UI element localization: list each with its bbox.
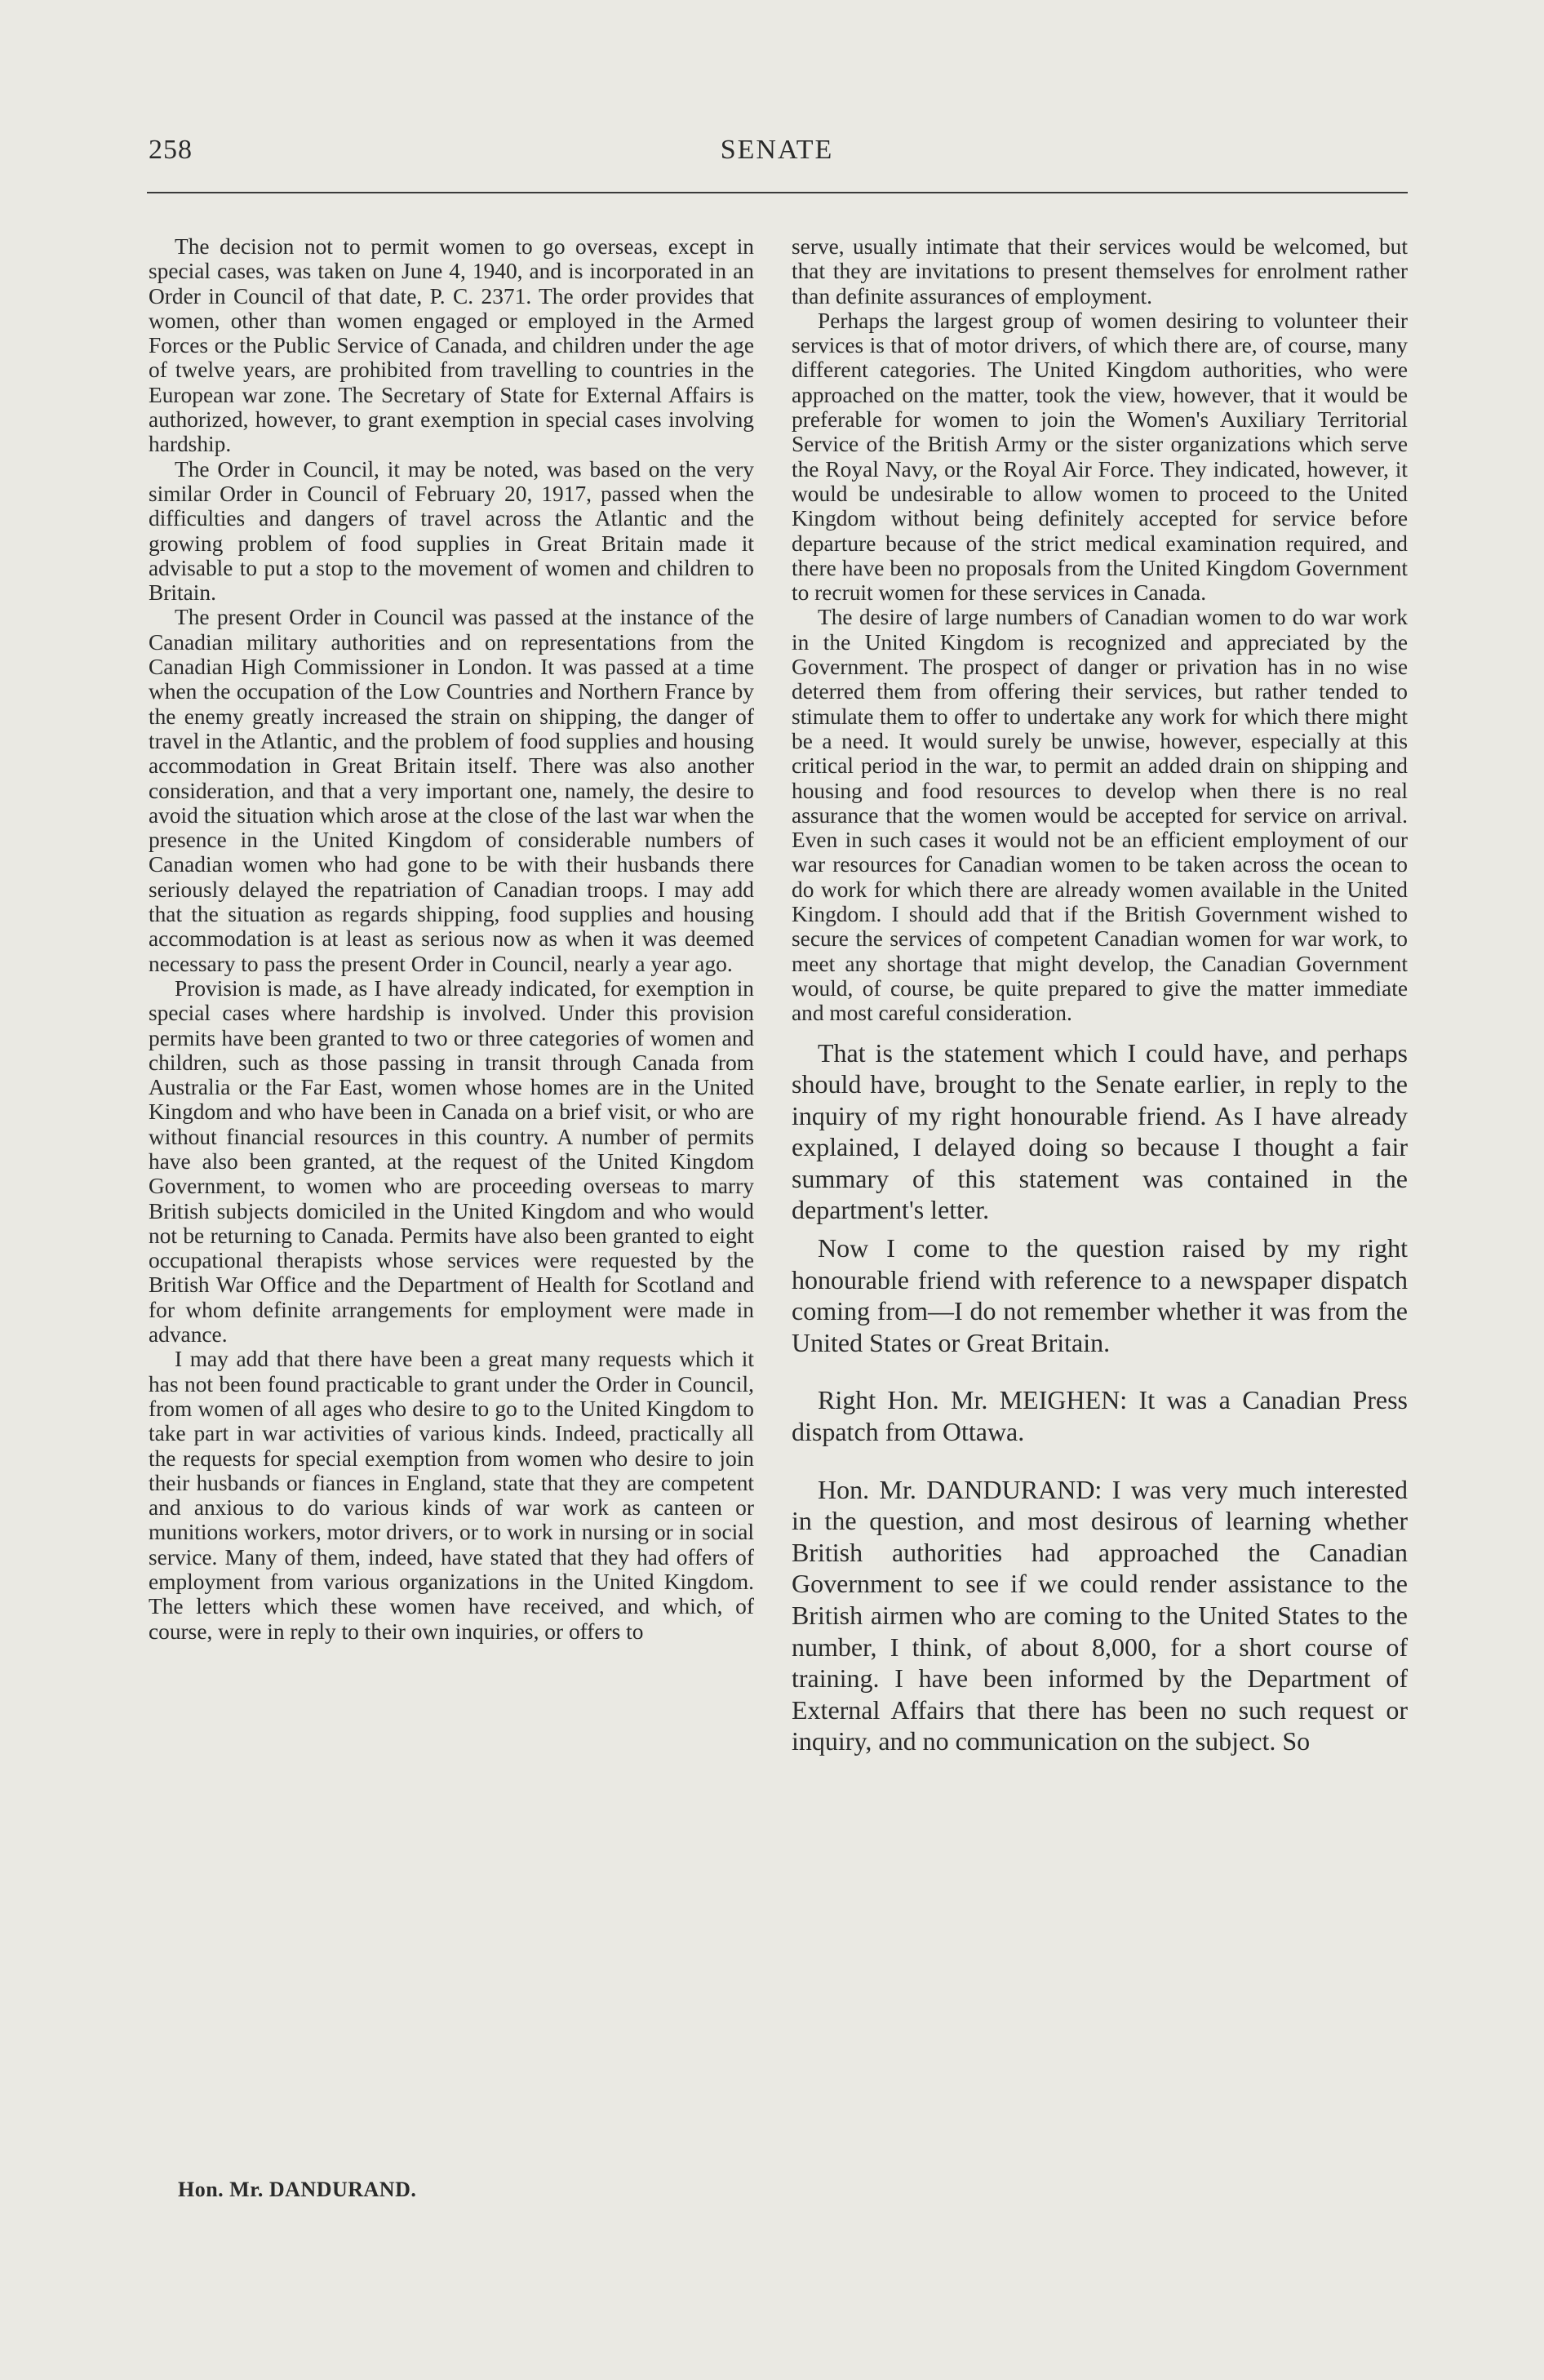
speech-paragraph: That is the statement which I could have, and perhaps should have, brought to the Senate earlier, in reply to the inquiry of my right honourable friend. As I have already explained, I delayed doing so because I thought a fair summary of this statement was contained in the department's letter. bbox=[792, 1037, 1408, 1225]
speech-dandurand: Hon. Mr. DANDURAND: I was very much interested in the question, and most desirous of learning whether British authorities had approached the Canadian Government to see if we could render assistance to the British airmen who are coming to the United States to the number, I think, of about 8,000, for a short course of training. I have been informed by the Department of External Affairs that there has been no such request or inquiry, and no communication on the subject. So bbox=[792, 1474, 1408, 1756]
paragraph: I may add that there have been a great many requests which it has not been found practicable to grant under the Order in Council, from women of all ages who desire to go to the United Kingdom to take part in war activities of various kinds. Indeed, practically all the requests for special exemption from women who desire to join their husbands or fiances in England, state that they are competent and anxious to do various kinds of war work as canteen or munitions workers, motor drivers, or to work in nursing or in social service. Many of them, indeed, have stated that they had offers of employment from various organizations in the United Kingdom. The letters which these women have received, and which, of course, were in reply to their own inquiries, or offers to bbox=[149, 1347, 754, 1644]
right-column bbox=[792, 234, 1408, 1757]
paragraph-continued: serve, usually intimate that their services would be welcomed, but that they are invitations to present themselves for enrolment rather than definite assurances of employment. bbox=[792, 234, 1408, 309]
speech-paragraph: Now I come to the question raised by my right honourable friend with reference to a newspaper dispatch coming from—I do not remember whether it was from the United States or Great Britain. bbox=[792, 1233, 1408, 1357]
page-header bbox=[149, 135, 1405, 175]
left-column bbox=[149, 234, 754, 1644]
header-rule bbox=[147, 192, 1408, 193]
paragraph: The decision not to permit women to go overseas, except in special cases, was taken on June 4, 1940, and is incorporated in an Order in Council of that date, P. C. 2371. The order provides that women, other than women engaged or employed in the Armed Forces or the Public Service of Canada, and children under the age of twelve years, are prohibited from travelling to countries in the European war zone. The Secretary of State for External Affairs is authorized, however, to grant exemption in special cases involving hardship. bbox=[149, 234, 754, 457]
page-number: 258 bbox=[149, 135, 193, 165]
footer-speaker-name: Hon. Mr. DANDURAND. bbox=[178, 2178, 417, 2201]
paragraph: Perhaps the largest group of women desiring to volunteer their services is that of motor drivers, of which there are, of course, many different categories. The United Kingdom authorities, who were approached on the matter, took the view, however, that it would be preferable for women to join the Women's Auxiliary Territorial Service of the British Army or the sister organizations which serve the Royal Navy, or the Royal Air Force. They indicated, however, it would be undesirable to allow women to proceed to the United Kingdom without being definitely accepted for service before departure because of the strict medical examination required, and there have been no proposals from the United Kingdom Government to recruit women for these services in Canada. bbox=[792, 308, 1408, 606]
paragraph: The present Order in Council was passed at the instance of the Canadian military authorities and on representations from the Canadian High Commissioner in London. It was passed at a time when the occupation of the Low Countries and Northern France by the enemy greatly increased the strain on shipping, the danger of travel in the Atlantic, and the problem of food supplies and housing accommodation in Great Britain itself. There was also another consideration, and that a very important one, namely, the desire to avoid the situation which arose at the close of the last war when the presence in the United Kingdom of considerable numbers of Canadian women who had gone to be with their husbands there seriously delayed the repatriation of Canadian troops. I may add that the situation as regards shipping, food supplies and housing accommodation is at least as serious now as when it was deemed necessary to pass the present Order in Council, nearly a year ago. bbox=[149, 605, 754, 976]
speech-meighen: Right Hon. Mr. MEIGHEN: It was a Canadian Press dispatch from Ottawa. bbox=[792, 1385, 1408, 1447]
paragraph: Provision is made, as I have already indicated, for exemption in special cases where hardship is involved. Under this provision permits have been granted to two or three categories of women and children, such as those passing in transit through Canada from Australia or the Far East, women whose homes are in the United Kingdom and who have been in Canada on a brief visit, or who are without financial resources in this country. A number of permits have also been granted, at the request of the United Kingdom Government, to women who are proceeding overseas to marry British subjects domiciled in the United Kingdom and who would not be returning to Canada. Permits have also been granted to eight occupational therapists whose services were requested by the British War Office and the Department of Health for Scotland and for whom definite arrangements for employment were made in advance. bbox=[149, 975, 754, 1348]
paragraph: The Order in Council, it may be noted, was based on the very similar Order in Council of February 20, 1917, passed when the difficulties and dangers of travel across the Atlantic and the growing problem of food supplies in Great Britain made it advisable to put a stop to the movement of women and children to Britain. bbox=[149, 456, 754, 606]
running-title: SENATE bbox=[720, 135, 834, 165]
paragraph: The desire of large numbers of Canadian women to do war work in the United Kingdom is recognized and appreciated by the Government. The prospect of danger or privation has in no wise deterred them from offering their services, but rather tended to stimulate them to offer to undertake any work for which there might be a need. It would surely be unwise, however, especially at this critical period in the war, to permit an added drain on shipping and housing and food resources to develop when there is no real assurance that the women would be accepted for service on arrival. Even in such cases it would not be an efficient employment of our war resources for Canadian women to be taken across the ocean to do work for which there are already women available in the United Kingdom. I should add that if the British Government wished to secure the services of competent Canadian women for war work, to meet any shortage that might develop, the Canadian Government would, of course, be quite prepared to give the matter immediate and most careful consideration. bbox=[792, 605, 1408, 1026]
